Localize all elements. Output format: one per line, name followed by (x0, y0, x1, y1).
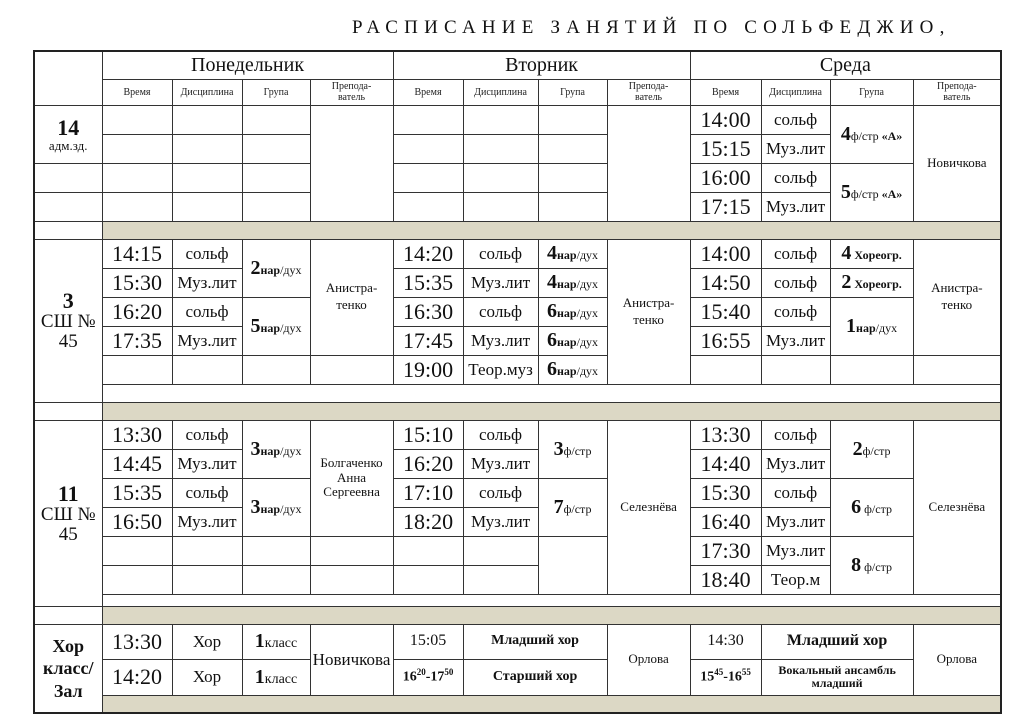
lesson-discipline: сольф (463, 420, 538, 449)
lesson-time-range: $16^{20}-17^{50}$ (393, 659, 463, 695)
empty-cell (310, 536, 393, 565)
lesson-time: 14:45 (102, 449, 172, 478)
empty-cell (172, 105, 242, 134)
lesson-teacher: Новичкова (310, 624, 393, 695)
col-header-group: Група (830, 79, 913, 105)
lesson-group: 2нар/дух (242, 239, 310, 297)
empty-cell (538, 163, 607, 192)
lesson-teacher: Орлова (913, 624, 1001, 695)
empty-cell (102, 355, 172, 384)
lesson-teacher: Анистра- тенко (310, 239, 393, 355)
lesson-time: 18:20 (393, 507, 463, 536)
empty-cell (607, 105, 690, 221)
lesson-group: 6нар/дух (538, 297, 607, 326)
lesson-time: 14:00 (690, 105, 761, 134)
empty-cell (34, 163, 102, 192)
lesson-discipline: сольф (172, 478, 242, 507)
corner-cell (34, 51, 102, 105)
lesson-discipline: Муз.лит (463, 507, 538, 536)
empty-cell (538, 105, 607, 134)
lesson-time: 15:30 (102, 268, 172, 297)
col-header-discipline: Дисциплина (172, 79, 242, 105)
empty-cell (538, 134, 607, 163)
lesson-discipline: Муз.лит (463, 268, 538, 297)
empty-cell (463, 134, 538, 163)
lesson-discipline: сольф (761, 239, 830, 268)
lesson-group: 7ф/стр (538, 478, 607, 536)
lesson-group: 2 Хореогр. (830, 268, 913, 297)
location-number: 14 (57, 114, 80, 140)
lesson-discipline: Муз.лит (761, 449, 830, 478)
empty-cell (761, 355, 830, 384)
lesson-group: 1класс (242, 624, 310, 659)
lesson-teacher: Анистра- тенко (607, 239, 690, 384)
empty-cell (393, 192, 463, 221)
day-header-monday: Понедельник (102, 51, 393, 79)
lesson-time: 15:40 (690, 297, 761, 326)
empty-cell (463, 565, 538, 594)
lesson-discipline: Муз.лит (172, 449, 242, 478)
lesson-time: 17:45 (393, 326, 463, 355)
empty-cell (172, 355, 242, 384)
lesson-time: 14:15 (102, 239, 172, 268)
location-label-choir: Хор класс/ Зал (34, 624, 102, 713)
location-name: адм.зд. (48, 137, 88, 153)
col-header-time: Время (102, 79, 172, 105)
lesson-discipline: сольф (761, 268, 830, 297)
empty-cell (102, 192, 172, 221)
lesson-time: 15:15 (690, 134, 761, 163)
lesson-time: 14:20 (102, 659, 172, 695)
lesson-group: 4нар/дух (538, 268, 607, 297)
lesson-discipline: сольф (172, 297, 242, 326)
lesson-group: 1класс (242, 659, 310, 695)
empty-cell (102, 163, 172, 192)
lesson-discipline: Муз.лит (172, 268, 242, 297)
lesson-time: 16:40 (690, 507, 761, 536)
empty-cell (463, 192, 538, 221)
lesson-discipline: Теор.муз (463, 355, 538, 384)
lesson-time: 14:00 (690, 239, 761, 268)
location-label-11 (34, 420, 102, 606)
col-header-group: Група (538, 79, 607, 105)
empty-cell (242, 565, 310, 594)
lesson-time: 18:40 (690, 565, 761, 594)
empty-cell (690, 355, 761, 384)
location-label-14 (34, 105, 102, 163)
empty-cell (393, 163, 463, 192)
empty-cell (102, 565, 172, 594)
lesson-time: 15:35 (393, 268, 463, 297)
col-header-time: Время (690, 79, 761, 105)
col-header-teacher: Препода- ватель (913, 79, 1001, 105)
lesson-time: 13:30 (102, 624, 172, 659)
lesson-time: 13:30 (102, 420, 172, 449)
empty-cell (172, 163, 242, 192)
lesson-time: 16:50 (102, 507, 172, 536)
lesson-discipline: сольф (761, 163, 830, 192)
lesson-teacher: Орлова (607, 624, 690, 695)
col-header-discipline: Дисциплина (761, 79, 830, 105)
lesson-time: 14:30 (690, 624, 761, 659)
lesson-teacher: Селезнёва (913, 420, 1001, 594)
lesson-time: 17:30 (690, 536, 761, 565)
col-header-group: Група (242, 79, 310, 105)
empty-cell (242, 105, 310, 134)
lesson-time: 19:00 (393, 355, 463, 384)
lesson-group: 8 ф/стр (830, 536, 913, 594)
lesson-discipline: сольф (463, 297, 538, 326)
col-header-teacher: Препода- ватель (310, 79, 393, 105)
lesson-teacher: Анистра- тенко (913, 239, 1001, 355)
lesson-time: 16:55 (690, 326, 761, 355)
empty-cell (102, 105, 172, 134)
lesson-discipline: сольф (172, 239, 242, 268)
lesson-time: 16:20 (393, 449, 463, 478)
empty-cell (242, 355, 310, 384)
lesson-time: 17:10 (393, 478, 463, 507)
lesson-discipline: сольф (463, 478, 538, 507)
col-header-teacher: Препода- ватель (607, 79, 690, 105)
lesson-time: 17:15 (690, 192, 761, 221)
lesson-group: 5нар/дух (242, 297, 310, 355)
empty-cell (102, 536, 172, 565)
location-name: СШ № 45 (40, 503, 96, 545)
lesson-group: 6нар/дух (538, 326, 607, 355)
empty-cell (913, 355, 1001, 384)
document-title: РАСПИСАНИЕ ЗАНЯТИЙ ПО СОЛЬФЕДЖИО, (352, 17, 951, 38)
lesson-discipline: Младший хор (463, 624, 607, 659)
empty-row (102, 384, 1001, 402)
col-header-discipline: Дисциплина (463, 79, 538, 105)
lesson-time: 16:00 (690, 163, 761, 192)
lesson-group: 6нар/дух (538, 355, 607, 384)
lesson-time: 16:20 (102, 297, 172, 326)
lesson-group: 6 ф/стр (830, 478, 913, 536)
lesson-time-range: $15^{45}-16^{55}$ (690, 659, 761, 695)
lesson-time: 15:10 (393, 420, 463, 449)
lesson-group: 4 Хореогр. (830, 239, 913, 268)
empty-cell (242, 134, 310, 163)
lesson-time: 17:35 (102, 326, 172, 355)
col-header-time: Время (393, 79, 463, 105)
lesson-discipline: Старший хор (463, 659, 607, 695)
lesson-time: 13:30 (690, 420, 761, 449)
empty-cell (172, 565, 242, 594)
schedule-table (33, 50, 1002, 714)
empty-cell (463, 163, 538, 192)
location-label-3 (34, 239, 102, 402)
day-header-wednesday: Среда (690, 51, 1001, 79)
lesson-discipline: Теор.м (761, 565, 830, 594)
lesson-discipline: Вокальный ансамбль младший (761, 659, 913, 695)
empty-cell (310, 355, 393, 384)
empty-cell (463, 536, 538, 565)
empty-row (102, 594, 1001, 606)
lesson-time: 15:35 (102, 478, 172, 507)
separator-row (102, 221, 1001, 239)
lesson-teacher: Селезнёва (607, 420, 690, 594)
lesson-discipline: Хор (172, 624, 242, 659)
empty-cell (34, 606, 102, 624)
lesson-discipline: Муз.лит (761, 134, 830, 163)
lesson-discipline: сольф (761, 478, 830, 507)
empty-cell (172, 134, 242, 163)
separator-row (102, 402, 1001, 420)
empty-cell (393, 565, 463, 594)
empty-cell (34, 221, 102, 239)
lesson-discipline: Муз.лит (761, 536, 830, 565)
location-number: 3 (62, 288, 74, 314)
empty-cell (538, 192, 607, 221)
lesson-time: 16:30 (393, 297, 463, 326)
empty-cell (393, 134, 463, 163)
lesson-discipline: Муз.лит (761, 192, 830, 221)
day-header-tuesday: Вторник (393, 51, 690, 79)
lesson-time: 15:05 (393, 624, 463, 659)
empty-cell (242, 163, 310, 192)
lesson-group: 3нар/дух (242, 478, 310, 536)
lesson-group: 1нар/дух (830, 297, 913, 355)
empty-cell (393, 536, 463, 565)
lesson-discipline: Муз.лит (172, 507, 242, 536)
separator-row (102, 606, 1001, 624)
lesson-discipline: Муз.лит (463, 449, 538, 478)
lesson-group: 3ф/стр (538, 420, 607, 478)
lesson-discipline: Младший хор (761, 624, 913, 659)
lesson-group: 4нар/дух (538, 239, 607, 268)
empty-cell (310, 105, 393, 221)
lesson-discipline: сольф (761, 297, 830, 326)
lesson-discipline: Хор (172, 659, 242, 695)
lesson-group: 3нар/дух (242, 420, 310, 478)
empty-cell (172, 192, 242, 221)
lesson-discipline: сольф (172, 420, 242, 449)
lesson-time: 14:20 (393, 239, 463, 268)
lesson-discipline: сольф (761, 420, 830, 449)
lesson-time: 15:30 (690, 478, 761, 507)
lesson-teacher: Новичкова (913, 105, 1001, 221)
lesson-group: 4ф/стр «А» (830, 105, 913, 163)
empty-cell (538, 536, 607, 594)
empty-cell (310, 565, 393, 594)
empty-cell (242, 536, 310, 565)
separator-row (102, 695, 1001, 713)
lesson-time: 14:50 (690, 268, 761, 297)
empty-cell (463, 105, 538, 134)
lesson-discipline: Муз.лит (172, 326, 242, 355)
lesson-time: 14:40 (690, 449, 761, 478)
empty-cell (242, 192, 310, 221)
empty-cell (393, 105, 463, 134)
lesson-discipline: сольф (463, 239, 538, 268)
lesson-group: 2ф/стр (830, 420, 913, 478)
empty-cell (34, 402, 102, 420)
lesson-teacher: Болгаченко Анна Сергеевна (310, 420, 393, 536)
lesson-group: 5ф/стр «А» (830, 163, 913, 221)
lesson-discipline: Муз.лит (761, 507, 830, 536)
empty-cell (172, 536, 242, 565)
location-name: СШ № 45 (40, 311, 96, 353)
lesson-discipline: Муз.лит (463, 326, 538, 355)
empty-cell (102, 134, 172, 163)
location-number: 11 (57, 480, 79, 506)
lesson-discipline: сольф (761, 105, 830, 134)
empty-cell (830, 355, 913, 384)
empty-cell (34, 192, 102, 221)
lesson-discipline: Муз.лит (761, 326, 830, 355)
